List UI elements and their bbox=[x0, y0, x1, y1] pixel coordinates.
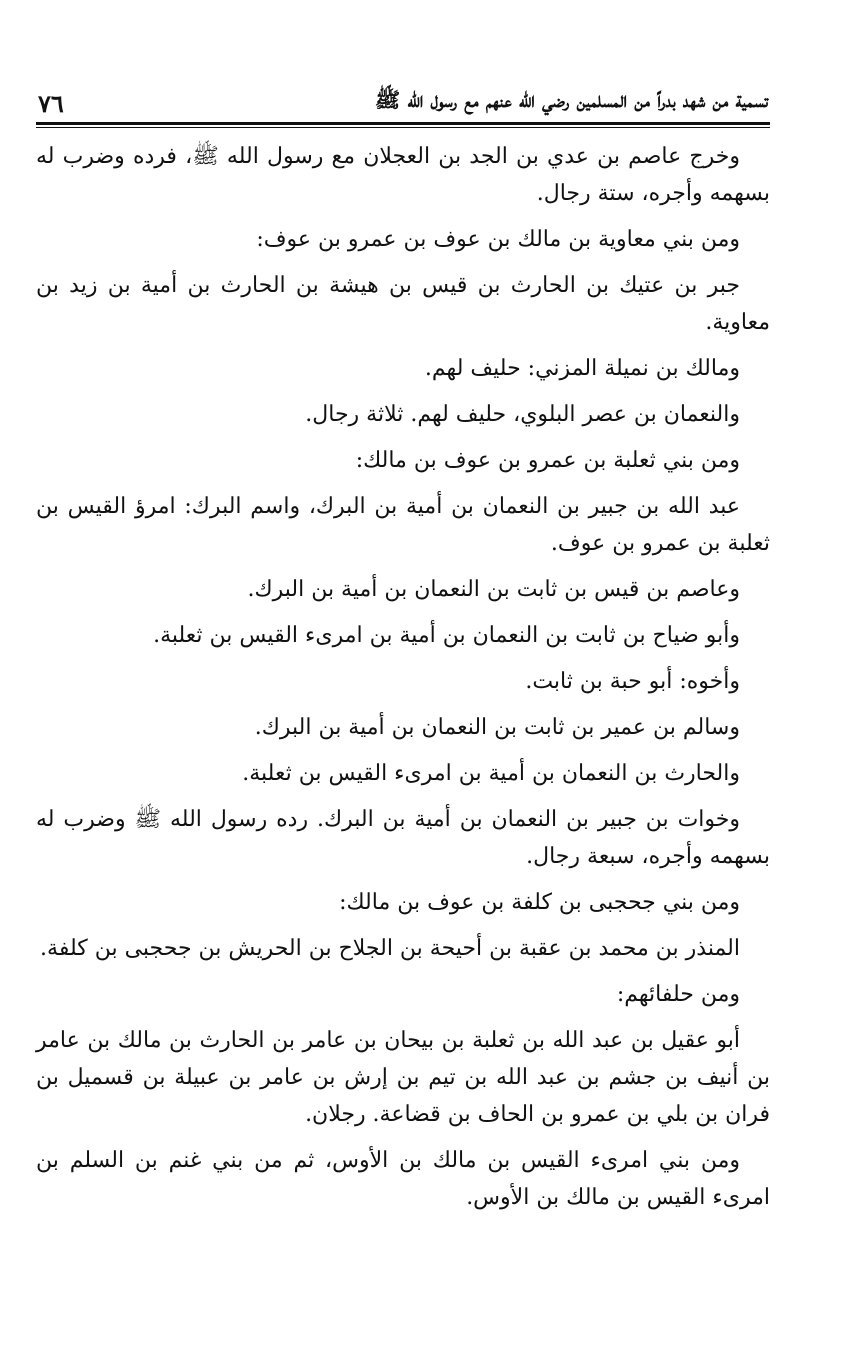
page-number: ٧٦ bbox=[38, 89, 64, 118]
header-rule-thin bbox=[36, 127, 770, 128]
paragraph: جبر بن عتيك بن الحارث بن قيس بن هيشة بن الحارث بن أمية بن زيد بن معاوية. bbox=[36, 273, 770, 335]
section-heading: ومن بني ثعلبة بن عمرو بن عوف بن مالك: bbox=[355, 448, 740, 473]
paragraph: وعاصم بن قيس بن ثابت بن النعمان بن أمية بن البرك. bbox=[247, 577, 740, 602]
running-header-title: تسمية من شهد بدراً من المسلمين رضي الله عنهم مع رسول الله ﷺ bbox=[374, 87, 768, 112]
paragraph: وخوات بن جبير بن النعمان بن أمية بن البرك. رده رسول الله ﷺ وضرب له بسهمه وأجره، سبعة رجال. bbox=[36, 807, 770, 869]
header-rule-thick bbox=[36, 122, 770, 125]
paragraph: وخرج عاصم بن عدي بن الجد بن العجلان مع رسول الله ﷺ، فرده وضرب له بسهمه وأجره، ستة رجال. bbox=[36, 144, 770, 206]
paragraph: والحارث بن النعمان بن أمية بن امرىء القيس بن ثعلبة. bbox=[242, 761, 740, 786]
running-header bbox=[36, 78, 770, 118]
paragraph: وسالم بن عمير بن ثابت بن النعمان بن أمية بن البرك. bbox=[254, 715, 740, 740]
section-heading: ومن حلفائهم: bbox=[616, 982, 740, 1007]
paragraph: عبد الله بن جبير بن النعمان بن أمية بن البرك، واسم البرك: امرؤ القيس بن ثعلبة بن عمرو بن عوف. bbox=[36, 494, 770, 556]
book-page bbox=[36, 78, 770, 1225]
section-heading: ومن بني معاوية بن مالك بن عوف بن عمرو بن عوف: bbox=[256, 227, 740, 252]
section-heading: ومن بني جحجبى بن كلفة بن عوف بن مالك: bbox=[339, 890, 740, 915]
paragraph: وأبو ضياح بن ثابت بن النعمان بن أمية بن امرىء القيس بن ثعلبة. bbox=[153, 623, 740, 648]
body-text bbox=[36, 138, 770, 1216]
paragraph: والنعمان بن عصر البلوي، حليف لهم. ثلاثة رجال. bbox=[305, 402, 740, 427]
paragraph: ومالك بن نميلة المزني: حليف لهم. bbox=[424, 356, 740, 381]
paragraph: أبو عقيل بن عبد الله بن ثعلبة بن بيحان بن عامر بن الحارث بن مالك بن عامر بن أنيف بن جشم بن عبد الله بن تيم بن إرش بن عامر بن عبيلة بن قسميل بن فران بن بلي بن عمرو بن الحاف بن قضاعة. رجلان. bbox=[36, 1028, 770, 1127]
paragraph: وأخوه: أبو حبة بن ثابت. bbox=[525, 669, 740, 694]
paragraph: ومن بني امرىء القيس بن مالك بن الأوس، ثم من بني غنم بن السلم بن امرىء القيس بن مالك بن الأوس. bbox=[36, 1148, 770, 1210]
paragraph: المنذر بن محمد بن عقبة بن أحيحة بن الجلاح بن الحريش بن جحجبى بن كلفة. bbox=[40, 936, 740, 961]
